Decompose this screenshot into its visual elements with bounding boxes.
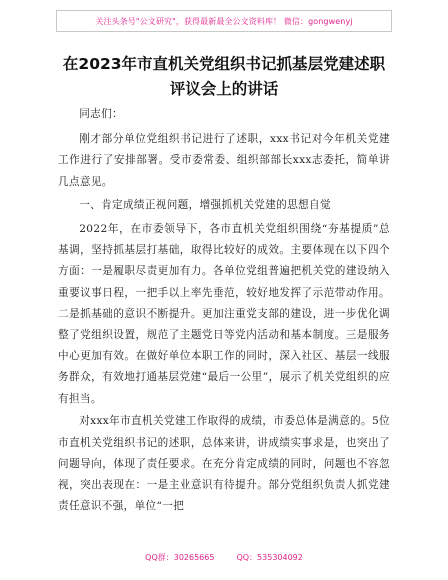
footer-contact — [0, 552, 448, 563]
document-body — [58, 104, 390, 519]
salutation: 同志们： — [79, 108, 123, 120]
footer-qq: QQ：535304092 — [236, 553, 303, 562]
header-banner-text: 关注头条号"公文研究"，获得最新最全公文资料库！ 微信：gongwenyj — [95, 16, 353, 26]
paragraph-achievements: 2022年，在市委领导下，各市直机关党组织围绕“夯基提质”总基调，坚持抓基层打基础，取得比较好的成效。主要体现在以下四个方面：一是履职尽责更加有力。各单位党组普遍把机关党的建设纳入重要议事日程，一把手以上率先垂范，较好地发挥了示范带动作用。二是抓基础的意识不断提升。更加注重党支部的建设，进一步优化调整了党组织设置，规范了主题党日等党内活动和基本制度。三是服务中心更加有效。在做好单位本职工作的同时，深入社区、基层一线服务群众，有效地打通基层党建“最后一公里”，展示了机关党组织的应有担当。 — [58, 223, 390, 405]
section-heading-1: 一、肯定成绩正视问题，增强抓机关党建的思想自觉 — [79, 198, 331, 211]
footer-qq-group: QQ群：30265665 — [145, 553, 215, 562]
paragraph-intro: 刚才部分单位党组织书记进行了述职，xxx书记对今年机关党建工作进行了安排部署。受市委常委、组织部部长xxx志委托，简单讲几点意见。 — [58, 133, 390, 188]
document-title-line-2: 评议会上的讲话 — [169, 80, 279, 98]
document-title-line-1: 在2023年市直机关党组织书记抓基层党建述职 — [62, 55, 386, 73]
paragraph-evaluation: 对xxx年市直机关党建工作取得的成绩，市委总体是满意的。5位市直机关党组织书记的述职，总体来讲，讲成绩实事求是，也突出了问题导向，体现了责任要求。在充分肯定成绩的同时，问题也不容忽视，突出表现在：一是主业意识有待提升。部分党组织负责人抓党建责任意识不强，单位“一把 — [58, 415, 390, 513]
document-title — [40, 52, 408, 102]
header-banner — [56, 10, 392, 32]
